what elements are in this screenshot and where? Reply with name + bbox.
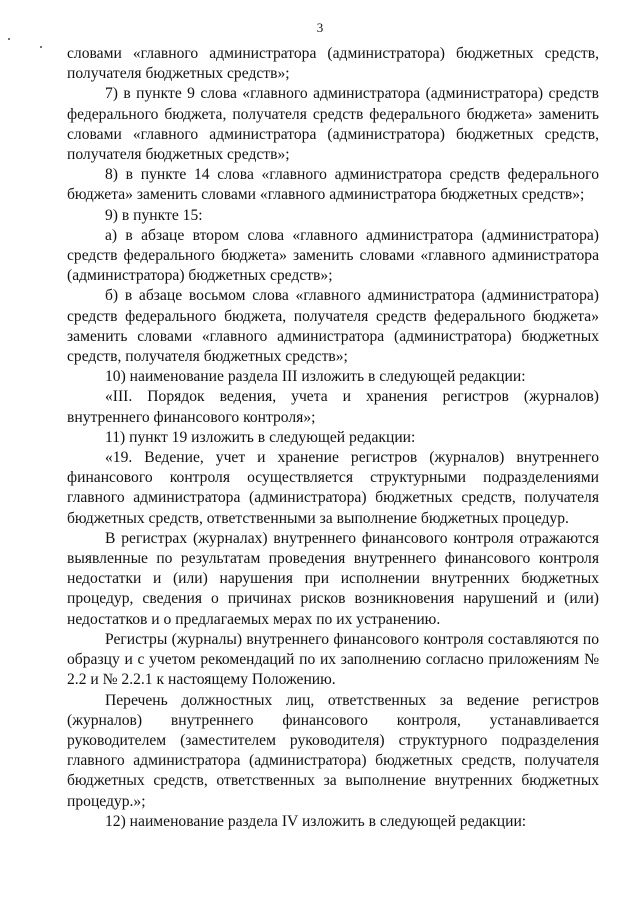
paragraph: 9) в пункте 15:: [105, 206, 203, 224]
paragraph: 12) наименование раздела IV изложить в следующей редакции:: [105, 812, 527, 830]
paragraph: 7) в пункте 9 слова «главного администратора (администратора) средств федерального бюджета, получателя средств федерального бюджета» заменить словами «главного администратора (администратора) бюджетных средств, получателя бюджетных средств»;: [67, 85, 599, 164]
paragraph: Перечень должностных лиц, ответственных за ведение регистров (журналов) внутреннего финансового контроля, устанавливается руководителем (заместителем руководителя) структурного подразделения главного администратора (администратора) бюджетных средств, получателя бюджетных средств, ответственных за выполнение внутренних бюджетных процедур.»;: [67, 691, 599, 810]
paragraph: «19. Ведение, учет и хранение регистров (журналов) внутреннего финансового контроля осуществляется структурными подразделениями главного администратора (администратора) бюджетных средств, получателя бюджетных средств, ответственными за выполнение бюджетных процедур.: [67, 449, 599, 527]
paragraph: 8) в пункте 14 слова «главного администратора средств федерального бюджета» заменить словами «главного администратора бюджетных средств»;: [67, 166, 599, 204]
paragraph: 10) наименование раздела III изложить в следующей редакции:: [105, 368, 526, 386]
paragraph: а) в абзаце втором слова «главного администратора (администратора) средств федерального бюджета» заменить словами «главного администратора (администратора) бюджетных средств»;: [67, 226, 599, 285]
paragraph: словами «главного администратора (администратора) бюджетных средств, получателя бюджетных средств»;: [67, 45, 599, 83]
paragraph: В регистрах (журналах) внутреннего финансового контроля отражаются выявленные по результатам проведения внутреннего финансового контроля недостатки и (или) нарушения при исполнении внутренних бюджетных процедур, сведения о причинах рисков возникновения нарушений и (или) недостатков и о предлагаемых мерах по их устранению.: [67, 529, 599, 628]
paragraph: б) в абзаце восьмом слова «главного администратора (администратора) средств федерального бюджета, получателя средств федерального бюджета» заменить словами «главного администратора (администратора) бюджетных средств, получателя бюджетных средств»;: [67, 287, 599, 366]
document-body: [67, 44, 599, 832]
paragraph: 11) пункт 19 изложить в следующей редакции:: [105, 428, 416, 446]
scan-speck: [40, 46, 42, 48]
page-number: 3: [316, 20, 324, 35]
paragraph: Регистры (журналы) внутреннего финансового контроля составляются по образцу и с учетом рекомендаций по их заполнению согласно приложениям № 2.2 и № 2.2.1 к настоящему Положению.: [67, 630, 599, 689]
scan-speck: [8, 38, 10, 40]
paragraph: «III. Порядок ведения, учета и хранения регистров (журналов) внутреннего финансового контроля»;: [67, 388, 599, 426]
